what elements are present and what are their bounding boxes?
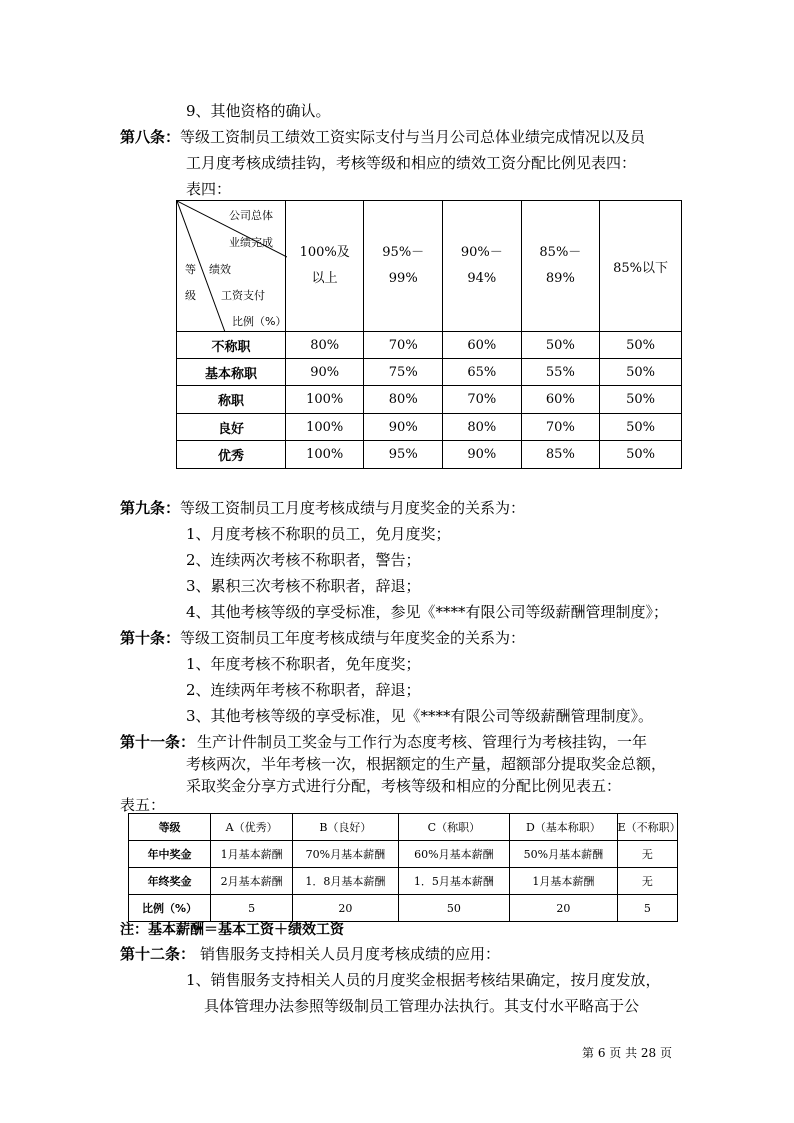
table4-row-label: 基本称职 <box>177 359 286 386</box>
table4-cell: 60% <box>443 332 522 359</box>
table-row <box>177 332 682 359</box>
table5-header-cell: 等级 <box>129 814 211 841</box>
table-row <box>129 895 678 922</box>
table5-row-label: 年中奖金 <box>129 841 211 868</box>
table4-cell: 50% <box>521 332 600 359</box>
table5-cell: 无 <box>617 868 677 895</box>
table4-cell: 95% <box>364 441 443 469</box>
article-9-item-1: 1、月度考核不称职的员工，免月度奖； <box>186 525 451 543</box>
table5-cell: 2月基本薪酬 <box>211 868 293 895</box>
table4-cell: 50% <box>600 386 682 414</box>
table5 <box>128 813 681 922</box>
article-10-item-3: 3、其他考核等级的享受标准，见《****有限公司等级薪酬管理制度》。 <box>186 707 654 725</box>
table4-diagonal-header <box>177 201 286 332</box>
table5-row-label: 年终奖金 <box>129 868 211 895</box>
table4-cell: 100% <box>285 441 364 469</box>
article-11-text: 生产计件制员工奖金与工作行为态度考核、管理行为考核挂钩，一年 <box>197 733 648 751</box>
table-row <box>177 414 682 441</box>
article-9-text: 等级工资制员工月度考核成绩与月度奖金的关系为： <box>180 499 526 517</box>
diag-label-low1: 级 <box>185 289 196 302</box>
table4-row-label: 称职 <box>177 386 286 414</box>
table5-caption: 表五： <box>120 796 166 814</box>
table5-header-row <box>129 814 678 841</box>
table4-cell: 90% <box>364 414 443 441</box>
article-10-text: 等级工资制员工年度考核成绩与年度奖金的关系为： <box>180 629 526 647</box>
article-12-text: 销售服务支持相关人员月度考核成绩的应用： <box>200 945 501 963</box>
table5-cell: 1月基本薪酬 <box>510 868 618 895</box>
table4-cell: 90% <box>443 441 522 469</box>
list-item-9: 9、其他资格的确认。 <box>186 102 331 120</box>
table4-cell: 55% <box>521 359 600 386</box>
table4-cell: 50% <box>600 441 682 469</box>
table4-cell: 50% <box>600 332 682 359</box>
table4-cell: 50% <box>600 414 682 441</box>
table4-header-cell: 85%－89% <box>521 201 600 332</box>
table4-cell: 70% <box>521 414 600 441</box>
table4-cell: 70% <box>364 332 443 359</box>
article-11-text-cont1: 考核两次，半年考核一次，根据额定的生产量，超额部分提取奖金总额， <box>186 755 667 773</box>
table5-cell: 1．5月基本薪酬 <box>398 868 509 895</box>
table5-cell: 60%月基本薪酬 <box>398 841 509 868</box>
table4-header-cell: 90%－94% <box>443 201 522 332</box>
table4-header-cell: 85%以下 <box>600 201 682 332</box>
table4-cell: 75% <box>364 359 443 386</box>
table-row <box>129 841 678 868</box>
table5-cell: 无 <box>617 841 677 868</box>
table4-cell: 85% <box>521 441 600 469</box>
table5-cell: 70%月基本薪酬 <box>293 841 399 868</box>
table4-row-label: 良好 <box>177 414 286 441</box>
diag-label-top1: 公司总体 <box>229 209 273 222</box>
diag-label-low2: 工资支付 <box>221 289 265 302</box>
table5-header-cell: D（基本称职） <box>510 814 618 841</box>
article-8-label: 第八条： <box>120 128 181 146</box>
article-8-text-cont: 工月度考核成绩挂钩，考核等级和相应的绩效工资分配比例见表四： <box>186 154 637 172</box>
table4-cell: 100% <box>285 414 364 441</box>
table-row <box>177 386 682 414</box>
table5-cell: 1月基本薪酬 <box>211 841 293 868</box>
article-9-item-2: 2、连续两次考核不称职者，警告； <box>186 551 421 569</box>
article-11-label: 第十一条： <box>120 733 196 751</box>
table4-cell: 100% <box>285 386 364 414</box>
diag-label-bottom: 比例（%） <box>232 315 287 328</box>
table4-cell: 80% <box>285 332 364 359</box>
article-12-item-1-cont: 具体管理办法参照等级制员工管理办法执行。其支付水平略高于公 <box>204 997 640 1015</box>
article-10-item-1: 1、年度考核不称职者，免年度奖； <box>186 655 421 673</box>
table-row <box>177 441 682 469</box>
article-11-text-cont2: 采取奖金分享方式进行分配，考核等级和相应的分配比例见表五： <box>186 777 622 795</box>
table4-cell: 90% <box>285 359 364 386</box>
diag-label-top2: 业绩完成 <box>229 236 273 249</box>
table5-cell: 50 <box>398 895 509 922</box>
table5-header-cell: B（良好） <box>293 814 399 841</box>
diag-label-mid2: 绩效 <box>209 263 231 276</box>
article-10-label: 第十条： <box>120 629 181 647</box>
table4-row-label: 优秀 <box>177 441 286 469</box>
table-row <box>129 868 678 895</box>
table4-header-cell: 95%－99% <box>364 201 443 332</box>
table-row <box>177 359 682 386</box>
table4-row-label: 不称职 <box>177 332 286 359</box>
article-12-label: 第十二条： <box>120 945 196 963</box>
article-9-item-3: 3、累积三次考核不称职者，辞退； <box>186 577 421 595</box>
table4-cell: 65% <box>443 359 522 386</box>
table4-cell: 80% <box>443 414 522 441</box>
table5-cell: 20 <box>293 895 399 922</box>
table5-note: 注：基本薪酬＝基本工资＋绩效工资 <box>120 922 344 938</box>
table5-header-cell: C（称职） <box>398 814 509 841</box>
article-10-item-2: 2、连续两年考核不称职者，辞退； <box>186 681 421 699</box>
table4-cell: 60% <box>521 386 600 414</box>
table5-cell: 1．8月基本薪酬 <box>293 868 399 895</box>
table5-row-label: 比例（%） <box>129 895 211 922</box>
article-9-label: 第九条： <box>120 499 181 517</box>
table4-cell: 70% <box>443 386 522 414</box>
table4-cell: 50% <box>600 359 682 386</box>
table5-cell: 5 <box>211 895 293 922</box>
table4-header-row <box>177 201 682 332</box>
table5-cell: 5 <box>617 895 677 922</box>
table4-header-cell: 100%及以上 <box>285 201 364 332</box>
article-8-text: 等级工资制员工绩效工资实际支付与当月公司总体业绩完成情况以及员 <box>180 128 646 146</box>
table4 <box>176 200 682 469</box>
table5-header-cell: E（不称职） <box>617 814 677 841</box>
table5-header-cell: A（优秀） <box>211 814 293 841</box>
page-footer: 第 6 页 共 28 页 <box>582 1046 672 1060</box>
table5-cell: 20 <box>510 895 618 922</box>
table4-caption: 表四： <box>186 180 232 198</box>
table5-cell: 50%月基本薪酬 <box>510 841 618 868</box>
article-12-item-1: 1、销售服务支持相关人员的月度奖金根据考核结果确定，按月度发放， <box>186 971 661 989</box>
table4-cell: 80% <box>364 386 443 414</box>
diag-label-mid1: 等 <box>185 263 196 276</box>
article-9-item-4: 4、其他考核等级的享受标准，参见《****有限公司等级薪酬管理制度》； <box>186 603 669 621</box>
